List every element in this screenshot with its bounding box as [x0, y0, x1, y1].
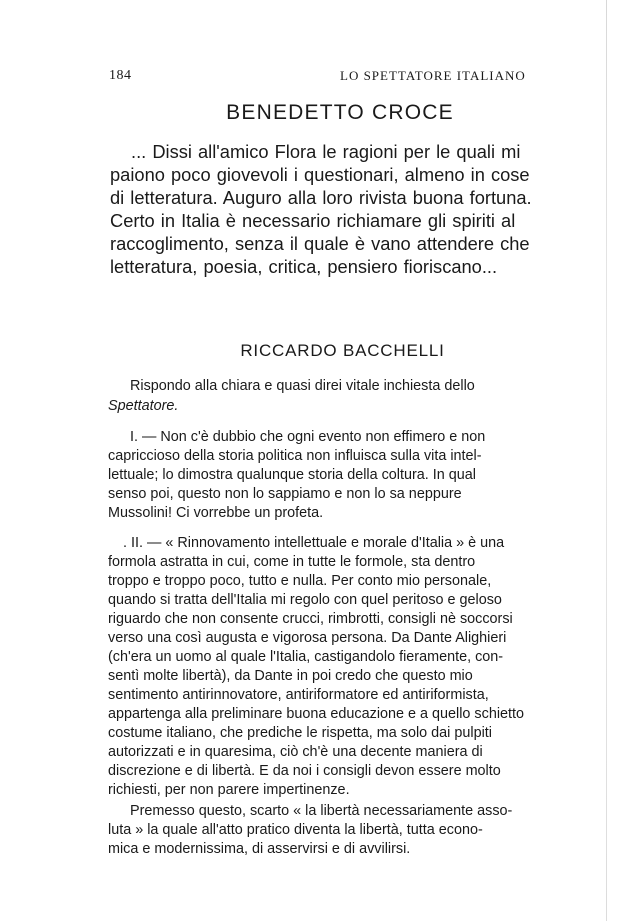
text-line: I. — Non c'è dubbio che ogni evento non effimero e non: [130, 429, 486, 445]
text-line: ... Dissi all'amico Flora le ragioni per le quali mi: [131, 141, 521, 162]
section-title-bacchelli: RICCARDO BACCHELLI: [240, 341, 445, 360]
text-line: lettuale; lo dimostra qualunque storia della coltura. In qual: [108, 467, 476, 483]
text-line: Mussolini! Ci vorrebbe un profeta.: [108, 505, 324, 521]
text-line: (ch'era un uomo al quale l'Italia, castigandolo fieramente, con-: [108, 649, 504, 665]
page-edge-line: [606, 0, 607, 921]
text-line: Premesso questo, scarto « la libertà necessariamente asso-: [130, 803, 513, 819]
text-line: costume italiano, che prediche le rispetta, ma solo dai pulpiti: [108, 725, 492, 741]
text-line: quando si tratta dell'Italia mi regolo con quel peritoso e geloso: [108, 592, 502, 608]
text-line: paiono poco giovevoli i questionari, almeno in cose: [110, 164, 530, 185]
text-line: appartenga alla preliminare buona educazione e a quello schietto: [108, 706, 525, 722]
text-line: discrezione e di libertà. E da noi i consigli devon essere molto: [108, 763, 501, 779]
section-title-croce: BENEDETTO CROCE: [226, 101, 454, 124]
text-line: sentimento antirinnovatore, antiriformatore ed antiriformista,: [108, 687, 489, 703]
text-line: mica e modernissima, di asservirsi e di avvilirsi.: [108, 841, 411, 857]
text-line: senso poi, questo non lo sappiamo e non lo sa neppure: [108, 486, 462, 502]
text-line: autorizzati e in quaresima, ciò ch'è una decente maniera di: [108, 744, 483, 760]
text-line: raccoglimento, senza il quale è vano attendere che: [110, 233, 530, 254]
running-title: LO SPETTATORE ITALIANO: [340, 68, 526, 83]
page-number: 184: [109, 68, 132, 83]
text-line: Spettatore.: [108, 398, 179, 414]
text-line: . II. — « Rinnovamento intellettuale e morale d'Italia » è una: [123, 535, 505, 551]
text-line: capriccioso della storia politica non influisca sulla vita intel-: [108, 448, 482, 464]
text-line: formola astratta in cui, come in tutte le formole, sta dentro: [108, 554, 476, 570]
text-line: Certo in Italia è necessario richiamare gli spiriti al: [110, 210, 516, 231]
text-line: sentì molte libertà), da Dante in poi credo che questo mio: [108, 668, 473, 684]
text-line: letteratura, poesia, critica, pensiero fioriscano...: [110, 256, 498, 277]
text-line: luta » la quale all'atto pratico diventa la libertà, tutta econo-: [108, 822, 483, 838]
text-line: richiesti, per non parere impertinenze.: [108, 782, 350, 798]
text-line: di letteratura. Auguro alla loro rivista buona fortuna.: [110, 187, 532, 208]
text-line: verso una così augusta e vigorosa persona. Da Dante Alighieri: [108, 630, 507, 646]
text-line: riguardo che non consente crucci, rimbrotti, consigli nè soccorsi: [108, 611, 513, 627]
text-line: troppo e troppo poco, tutto e nulla. Per conto mio personale,: [108, 573, 492, 589]
text-line: Rispondo alla chiara e quasi direi vitale inchiesta dello: [130, 378, 475, 394]
